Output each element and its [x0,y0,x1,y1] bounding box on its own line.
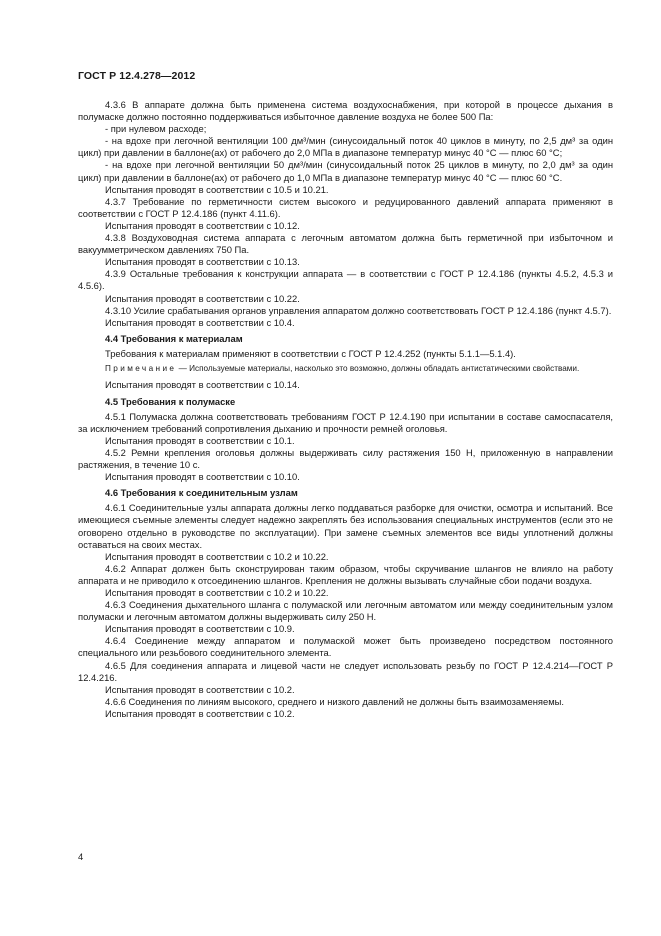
section-heading: 4.5 Требования к полумаске [105,395,236,407]
body-paragraph: 4.3.7 Требование по герметичности систем высокого и редуцированного давлений аппарата применяют в соответствии с ГОСТ Р 12.4.186 (пункт 4.11.6). [78,195,613,219]
body-paragraph: Испытания проводят в соответствии с 10.12. [105,219,300,231]
body-paragraph: Испытания проводят в соответствии с 10.10. [105,471,300,483]
body-paragraph: 4.5.2 Ремни крепления оголовья должны выдерживать силу растяжения 150 Н, приложенную в направлении растяжения, в течение 10 с. [78,446,613,471]
body-paragraph: Испытания проводят в соответствии с 10.2. [105,707,295,719]
body-paragraph: 4.5.1 Полумаска должна соответствовать требованиям ГОСТ Р 12.4.190 при испытании в составе самоспасателя, за исключением требований сопротивления дыханию и прочности ремней оголовья. [78,410,613,434]
body-paragraph: - на вдохе при легочной вентиляции 100 дм³/мин (синусоидальный поток 40 циклов в минуту, по 2,5 дм³ за один цикл) при давлении в баллоне(ах) от рабочего до 2,0 МПа в диапазоне температур минус 40 °С — плюс 60 °С; [78,135,613,159]
body-paragraph: 4.3.9 Остальные требования к конструкции аппарата — в соответствии с ГОСТ Р 12.4.186 (пункты 4.5.2, 4.5.3 и 4.5.6). [78,268,613,292]
body-paragraph: Испытания проводят в соответствии с 10.9. [105,623,295,635]
body-paragraph: Испытания проводят в соответствии с 10.1. [105,434,295,446]
body-paragraph: Испытания проводят в соответствии с 10.5 и 10.21. [105,183,329,195]
body-paragraph: Испытания проводят в соответствии с 10.2 и 10.22. [105,586,329,598]
body-paragraph: 4.3.8 Воздуховодная система аппарата с легочным автоматом должна быть герметичной при избыточном и вакуумметрическом давлениях 750 Па. [78,232,613,256]
body-paragraph: Требования к материалам применяют в соответствии с ГОСТ Р 12.4.252 (пункты 5.1.1—5.1.4). [105,347,516,359]
body-paragraph: Испытания проводят в соответствии с 10.2 и 10.22. [105,550,329,562]
page-number: 4 [78,851,84,862]
section-heading: 4.6 Требования к соединительным узлам [105,487,298,499]
body-paragraph: 4.6.5 Для соединения аппарата и лицевой части не следует использовать резьбу по ГОСТ Р 12.4.214—ГОСТ Р 12.4.216. [78,659,613,683]
body-paragraph: Испытания проводят в соответствии с 10.13. [105,256,300,268]
body-paragraph: 4.6.1 Соединительные узлы аппарата должны легко поддаваться разборке для очистки, осмотра и испытаний. Все имеющиеся съемные элементы следует надежно закреплять без использования специальных инструментов (если это не оговорено отдельно в руководстве по эксплуатации). При замене съемных элементов все виды уплотнений должны оставаться на своих местах. [78,502,613,550]
body-paragraph: Испытания проводят в соответствии с 10.2. [105,683,295,695]
note-paragraph [78,364,613,375]
body-paragraph: Испытания проводят в соответствии с 10.4. [105,316,295,328]
section-heading: 4.4 Требования к материалам [105,332,243,344]
body-paragraph: 4.6.3 Соединения дыхательного шланга с полумаской или легочным автоматом или между соединительным узлом полумаски и легочным автоматом должны выдерживать силу 250 Н. [78,599,613,623]
body-paragraph: Испытания проводят в соответствии с 10.22. [105,292,300,304]
body-paragraph: Испытания проводят в соответствии с 10.14. [105,379,300,391]
body-paragraph: 4.3.6 В аппарате должна быть применена система воздухоснабжения, при которой в процессе дыхания в полумаске должно постоянно поддерживаться избыточное давление воздуха не более 500 Па: [78,99,613,123]
body-paragraph: 4.6.6 Соединения по линиям высокого, среднего и низкого давлений не должны быть взаимозаменяемы. [105,695,564,707]
document-header: ГОСТ Р 12.4.278—2012 [78,70,196,82]
body-paragraph: - на вдохе при легочной вентиляции 50 дм³/мин (синусоидальный поток 25 циклов в минуту, по 2,0 дм³ за один цикл) при давлении в баллоне(ах) от рабочего до 1,0 МПа в диапазоне температур минус 40 °С — плюс 60 °С. [78,159,613,183]
body-paragraph: 4.3.10 Усилие срабатывания органов управления аппаратом должно соответствовать ГОСТ Р 12.4.186 (пункт 4.5.7). [105,304,612,316]
body-paragraph: 4.6.4 Соединение между аппаратом и полумаской может быть произведено посредством постоянного специального или резьбового соединительного элемента. [78,635,613,659]
body-paragraph: - при нулевом расходе; [105,123,207,135]
body-paragraph: 4.6.2 Аппарат должен быть сконструирован таким образом, чтобы скручивание шлангов не влияло на работу аппарата и не приводило к отсоединению шлангов. Крепления не должны вызывать случайные сбои подачи воздуха. [78,562,613,586]
document-body [78,99,613,720]
note-label: Примечание [105,363,177,373]
note-text: — Используемые материалы, насколько это возможно, должны обладать антистатическими свойствами. [176,363,580,373]
